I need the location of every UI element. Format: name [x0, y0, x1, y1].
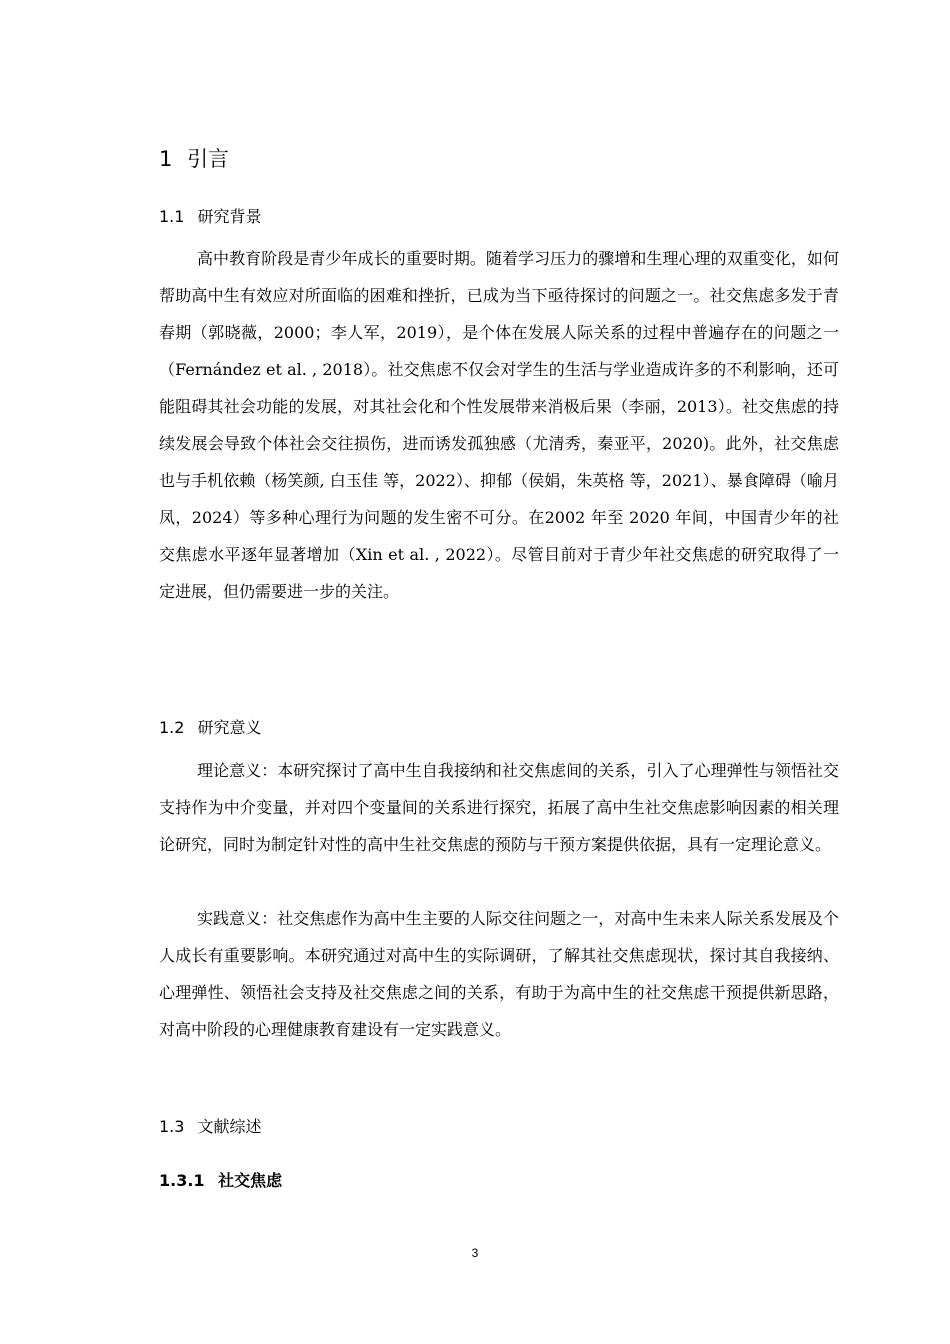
- subsection-heading-1-3-1: [159, 1168, 282, 1191]
- background-paragraph: 高中教育阶段是青少年成长的重要时期。随着学习压力的骤增和生理心理的双重变化，如何帮助高中生有效应对所面临的困难和挫折，已成为当下亟待探讨的问题之一。社交焦虑多发于青春期（郭晓薇，2000；李人军，2019），是个体在发展人际关系的过程中普遍存在的问题之一（Fernández et al. , 2018）。社交焦虑不仅会对学生的生活与学业造成许多的不利影响，还可能阻碍其社会功能的发展，对其社会化和个性发展带来消极后果（李丽，2013）。社交焦虑的持续发展会导致个体社会交往损伤，进而诱发孤独感（尤清秀，秦亚平，2020)。此外，社交焦虑也与手机依赖（杨笑颜, 白玉佳 等，2022）、抑郁（侯娟，朱英格 等，2021）、暴食障碍（喻月凤，2024）等多种心理行为问题的发生密不可分。在2002 年至 2020 年间，中国青少年的社交焦虑水平逐年显著增加（Xin et al. , 2022）。尽管目前对于青少年社交焦虑的研究取得了一定进展，但仍需要进一步的关注。: [159, 249, 839, 601]
- theoretical-significance-paragraph: 理论意义：本研究探讨了高中生自我接纳和社交焦虑间的关系，引入了心理弹性与领悟社交支持作为中介变量，并对四个变量间的关系进行探究，拓展了高中生社交焦虑影响因素的相关理论研究，同时为制定针对性的高中生社交焦虑的预防与干预方案提供依据，具有一定理论意义。: [159, 761, 839, 854]
- section-title: 研究意义: [197, 718, 262, 737]
- subsection-title: 社交焦虑: [218, 1171, 283, 1190]
- section-heading-1-3: [159, 1114, 262, 1137]
- chapter-number: 1: [159, 147, 173, 171]
- chapter-title: 引言: [187, 147, 230, 171]
- section-heading-1-1: [159, 204, 262, 227]
- page-number: 3: [471, 1246, 479, 1260]
- section-number: 1.1: [159, 207, 185, 226]
- section-title: 研究背景: [197, 207, 262, 226]
- chapter-heading: [159, 143, 229, 173]
- section-number: 1.2: [159, 718, 185, 737]
- section-title: 文献综述: [197, 1117, 262, 1136]
- section-heading-1-2: [159, 715, 262, 738]
- practical-significance-paragraph: 实践意义：社交焦虑作为高中生主要的人际交往问题之一，对高中生未来人际关系发展及个人成长有重要影响。本研究通过对高中生的实际调研，了解其社交焦虑现状，探讨其自我接纳、心理弹性、领悟社会支持及社交焦虑之间的关系，有助于为高中生的社交焦虑干预提供新思路，对高中阶段的心理健康教育建设有一定实践意义。: [159, 909, 839, 1039]
- subsection-number: 1.3.1: [159, 1171, 205, 1190]
- section-number: 1.3: [159, 1117, 185, 1136]
